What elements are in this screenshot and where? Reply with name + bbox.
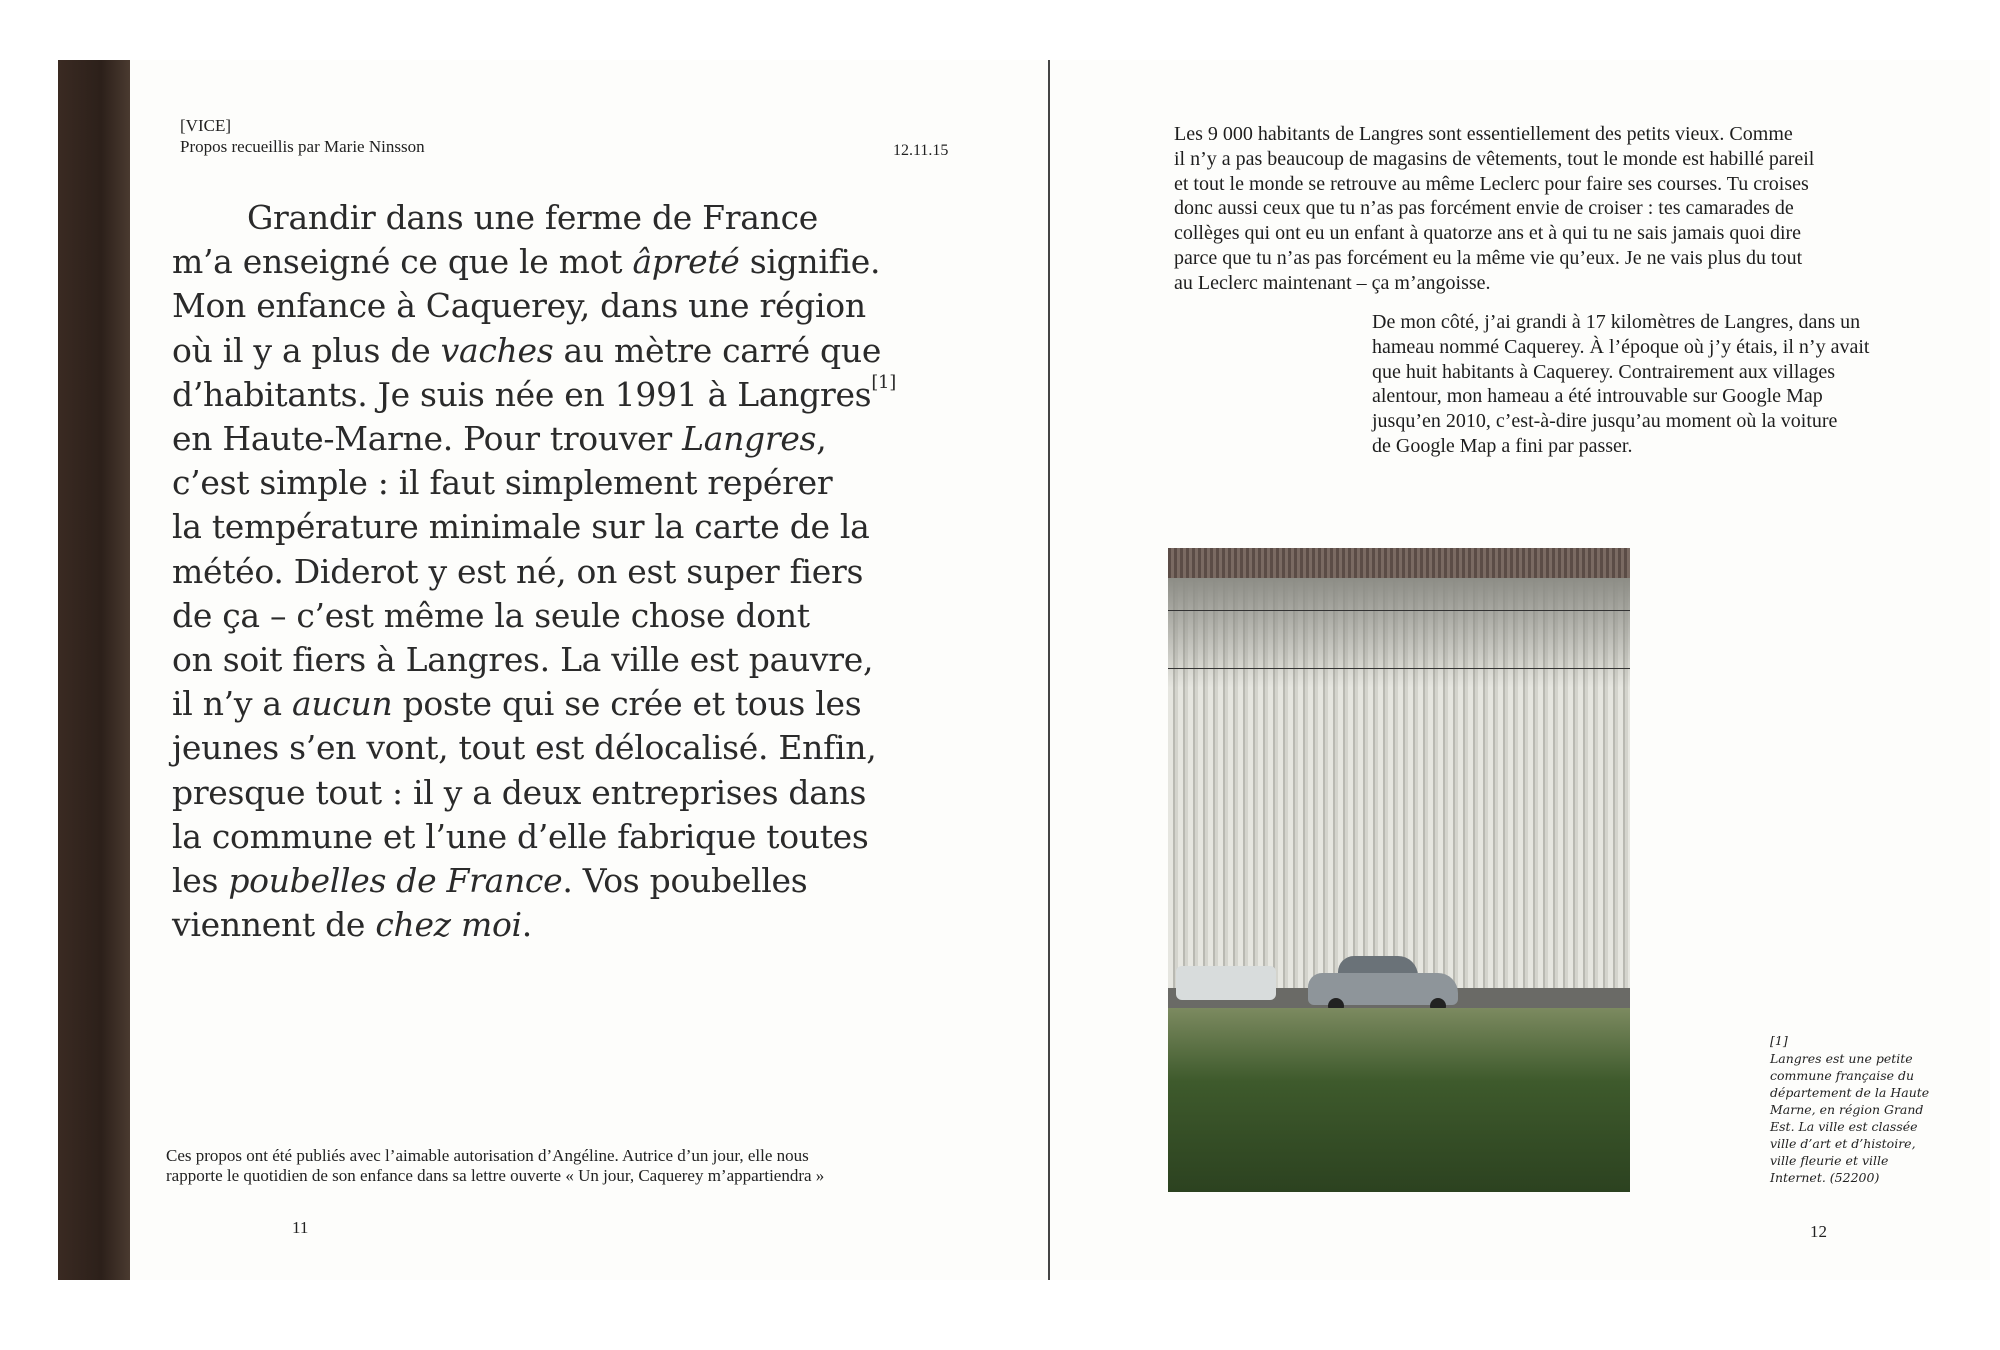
text-line: que huit habitants à Caquerey. Contrairement aux villages — [1372, 360, 1836, 383]
quote-text: Mon enfance à Caquerey, dans une région — [172, 286, 866, 326]
quote-line — [172, 594, 932, 638]
quote-line — [172, 550, 932, 594]
source-label: [VICE] — [180, 116, 231, 135]
quote-line — [172, 726, 932, 770]
quote-text: en Haute-Marne. Pour trouver — [172, 419, 683, 459]
quote-line — [172, 638, 932, 682]
quote-line — [172, 284, 932, 328]
quote-text: . — [521, 905, 532, 945]
pull-quote — [172, 196, 932, 947]
quote-line — [172, 505, 932, 549]
text-line: De mon côté, j’ai grandi à 17 kilomètres de Langres, dans un — [1372, 311, 1861, 333]
footnote-reference: [1] — [871, 371, 896, 393]
text-line: et tout le monde se retrouve au même Leclerc pour faire ses courses. Tu croises — [1174, 172, 1809, 195]
quote-text: vaches — [440, 330, 554, 370]
page-number-right: 12 — [1810, 1222, 1827, 1241]
quote-text: poubelles de France — [228, 861, 563, 901]
quote-text: météo. Diderot y est né, on est super fiers — [172, 551, 864, 591]
text-line: jusqu’en 2010, c’est-à-dire jusqu’au moment où la voiture — [1372, 410, 1838, 433]
note-line: Ces propos ont été publiés avec l’aimable autorisation d’Angéline. Autrice d’un jour, elle nous — [166, 1146, 809, 1165]
quote-text: où il y a plus de — [172, 330, 441, 370]
text-line: au Leclerc maintenant – ça m’angoisse. — [1174, 271, 1491, 294]
quote-line — [172, 373, 932, 417]
footnote-line: ville fleurie et ville — [1770, 1153, 1889, 1168]
quote-text: de ça – c’est même la seule chose dont — [172, 595, 810, 635]
page-gutter-divider — [1048, 60, 1050, 1280]
footnote-marker: [1] — [1770, 1033, 1788, 1048]
quote-line — [172, 771, 932, 815]
text-line: Les 9 000 habitants de Langres sont essentiellement des petits vieux. Comme — [1174, 123, 1793, 145]
quote-line — [172, 903, 932, 947]
quote-text: Grandir dans une ferme de France — [247, 198, 818, 237]
quote-line — [172, 240, 932, 284]
photo-warehouse-car — [1168, 548, 1630, 1192]
quote-text: âpreté — [632, 242, 740, 282]
footnote-line: Langres est une petite — [1770, 1051, 1913, 1066]
text-line: hameau nommé Caquerey. À l’époque où j’y étais, il n’y avait — [1372, 335, 1870, 358]
quote-line — [172, 329, 932, 373]
quote-text: viennent de — [172, 905, 376, 945]
quote-text: on soit fiers à Langres. La ville est pauvre, — [172, 640, 874, 680]
quote-line — [172, 196, 932, 240]
text-line: parce que tu n’as pas forcément eu la même vie qu’eux. Je ne vais plus du tout — [1174, 246, 1803, 269]
footnote-line: commune française du — [1770, 1068, 1915, 1083]
page-number-left: 11 — [292, 1218, 309, 1237]
quote-text: aucun — [291, 684, 393, 724]
book-spine — [58, 60, 130, 1280]
footnote-line: Marne, en région Grand — [1770, 1102, 1924, 1117]
quote-text: la température minimale sur la carte de la — [172, 507, 870, 547]
quote-text: m’a enseigné ce que le mot — [172, 242, 633, 282]
quote-text: c’est simple : il faut simplement repérer — [172, 463, 833, 503]
footnote-line: ville d’art et d’histoire, — [1770, 1136, 1916, 1151]
quote-text: . Vos poubelles — [562, 861, 808, 901]
footnote — [1770, 1050, 1929, 1186]
text-line: il n’y a pas beaucoup de magasins de vêtements, tout le monde est habillé pareil — [1174, 147, 1815, 170]
footnote-line: Internet. (52200) — [1770, 1170, 1880, 1185]
footnote-line: département de la Haute — [1770, 1085, 1930, 1100]
footnote-line: Est. La ville est classée — [1770, 1119, 1918, 1134]
note-line: rapporte le quotidien de son enfance dans sa lettre ouverte « Un jour, Caquerey m’appartiendra » — [166, 1166, 825, 1185]
quote-text: il n’y a — [172, 684, 292, 724]
quote-text: la commune et l’une d’elle fabrique toutes — [172, 816, 869, 856]
text-line: collèges qui ont eu un enfant à quatorze ans et à qui tu ne sais jamais quoi dire — [1174, 222, 1802, 245]
quote-text: les — [172, 861, 229, 901]
quote-text: au mètre carré que — [553, 330, 882, 370]
quote-line — [172, 461, 932, 505]
quote-text: signifie. — [739, 242, 881, 282]
quote-text: d’habitants. Je suis née en 1991 à Langres — [172, 374, 872, 414]
quote-text: chez moi — [375, 905, 522, 945]
quote-text: presque tout : il y a deux entreprises dans — [172, 772, 867, 812]
quote-line — [172, 859, 932, 903]
publication-note — [166, 1146, 824, 1186]
quote-line — [172, 815, 932, 859]
date: 12.11.15 — [893, 142, 949, 159]
text-line: donc aussi ceux que tu n’as pas forcément envie de croiser : tes camarades de — [1174, 197, 1794, 220]
quote-text: poste qui se crée et tous les — [392, 684, 862, 724]
text-line: de Google Map a fini par passer. — [1372, 434, 1633, 457]
text-line: alentour, mon hameau a été introuvable sur Google Map — [1372, 385, 1823, 408]
quote-line — [172, 417, 932, 461]
quote-text: jeunes s’en vont, tout est délocalisé. Enfin, — [172, 728, 877, 768]
byline: Propos recueillis par Marie Ninsson — [180, 137, 425, 156]
quote-text: , — [816, 419, 827, 459]
paragraph-2 — [1372, 310, 1869, 459]
quote-line — [172, 682, 932, 726]
paragraph-1 — [1174, 122, 1814, 296]
quote-text: Langres — [682, 419, 817, 459]
